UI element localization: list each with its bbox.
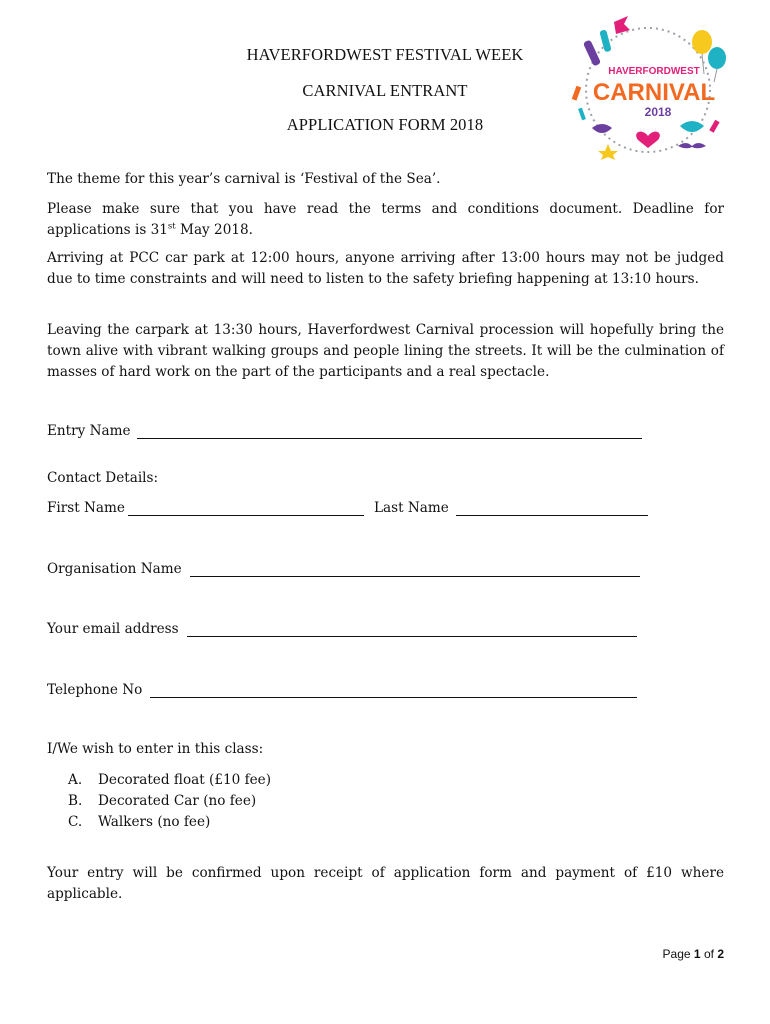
logo-top-text: HAVERFORDWEST — [608, 66, 700, 77]
first-name-label: First Name — [47, 500, 125, 516]
class-option-b[interactable] — [68, 791, 271, 812]
page-number — [663, 947, 724, 961]
mask-icon — [680, 121, 704, 132]
arrival-paragraph: Arriving at PCC car park at 12:00 hours, anyone arriving after 13:00 hours may not be judged due to time constraints and will need to listen to the safety briefing happening at 13:10 hours. — [47, 250, 724, 287]
class-letter: B. — [68, 793, 83, 809]
confetti-icon — [709, 120, 719, 133]
deadline-date-text: May 2018. — [175, 222, 253, 238]
logo-year: 2018 — [644, 105, 672, 119]
mask-icon — [592, 124, 612, 133]
telephone-field[interactable] — [150, 697, 637, 698]
class-option-c[interactable] — [68, 812, 271, 833]
contact-details-label: Contact Details: — [47, 470, 159, 486]
rocket-icon — [599, 29, 611, 52]
of-word: of — [703, 947, 714, 961]
title-line-2: CARNIVAL ENTRANT — [302, 81, 468, 100]
confetti-icon — [572, 86, 581, 101]
organisation-name-field[interactable] — [190, 576, 640, 577]
theme-paragraph: The theme for this year’s carnival is ‘Festival of the Sea’. — [47, 171, 441, 187]
email-field[interactable] — [187, 636, 637, 637]
last-name-field[interactable] — [456, 515, 648, 516]
class-label: Decorated Car (no fee) — [98, 793, 257, 809]
carnival-logo — [562, 8, 738, 160]
leaving-paragraph: Leaving the carpark at 13:30 hours, Haverfordwest Carnival procession will hopefully bring the town alive with vibrant walking groups and people lining the streets. It will be the culmination of masses of hard work on the part of the participants and a real spectacle. — [47, 322, 724, 380]
class-option-a[interactable] — [68, 770, 271, 791]
class-label: Walkers (no fee) — [98, 814, 211, 830]
confetti-icon — [578, 108, 586, 121]
organisation-name-label: Organisation Name — [47, 561, 182, 577]
deadline-superscript: st — [167, 221, 176, 232]
first-name-field[interactable] — [128, 515, 364, 516]
total-pages: 2 — [717, 947, 724, 961]
current-page: 1 — [693, 947, 701, 961]
logo-main-text: CARNIVAL — [592, 79, 716, 106]
entry-name-label: Entry Name — [47, 423, 131, 439]
class-prompt: I/We wish to enter in this class: — [47, 741, 264, 757]
class-list — [68, 770, 271, 833]
deadline-text: Please make sure that you have read the terms and conditions document. Deadline for applications is 31 — [47, 201, 724, 238]
telephone-label: Telephone No — [47, 682, 143, 698]
title-line-3: APPLICATION FORM 2018 — [286, 115, 484, 134]
class-letter: A. — [68, 772, 83, 788]
entry-name-field[interactable] — [137, 438, 642, 439]
email-label: Your email address — [47, 621, 179, 637]
class-letter: C. — [68, 814, 83, 830]
moustache-icon — [678, 143, 706, 148]
confirmation-paragraph: Your entry will be confirmed upon receipt of application form and payment of £10 where applicable. — [47, 865, 724, 902]
last-name-label: Last Name — [374, 500, 449, 516]
heart-icon — [636, 132, 660, 148]
deadline-paragraph — [47, 199, 724, 241]
balloon-icon — [708, 47, 726, 69]
title-line-1: HAVERFORDWEST FESTIVAL WEEK — [246, 45, 524, 64]
class-label: Decorated float (£10 fee) — [98, 772, 272, 788]
page-word: Page — [662, 947, 691, 961]
balloon-icon — [692, 30, 712, 54]
star-icon — [598, 144, 618, 160]
